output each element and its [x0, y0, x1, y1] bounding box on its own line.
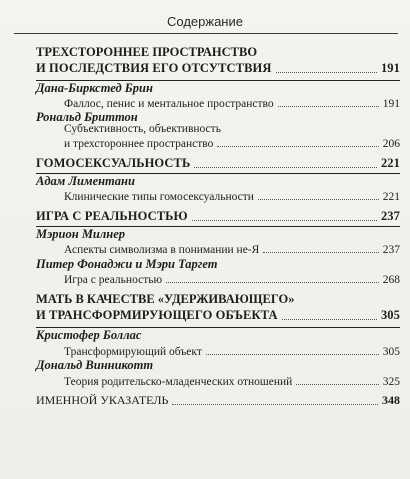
- part-title: ГОМОСЕКСУАЛЬНОСТЬ: [36, 156, 191, 170]
- part-title: [36, 44, 257, 60]
- toc-row: [36, 60, 400, 76]
- toc-row: [64, 187, 400, 203]
- page-number: 325: [382, 376, 400, 388]
- dot-leader: [282, 319, 377, 320]
- author-name: Дональд Винникотт: [36, 358, 154, 372]
- author-name: Мэрион Милнер: [36, 227, 126, 241]
- toc-row: [36, 155, 400, 171]
- toc-row: [36, 208, 400, 224]
- index-title: ИМЕННОЙ УКАЗАТЕЛЬ: [36, 393, 169, 407]
- dot-leader: [278, 106, 379, 107]
- entry-title: Трансформирующий объект: [64, 346, 202, 358]
- toc-row: [64, 240, 400, 256]
- page-number: 191: [382, 98, 400, 110]
- page-number: 268: [382, 274, 400, 286]
- toc-row: [64, 270, 400, 286]
- dot-leader: [263, 252, 378, 253]
- toc-row: [64, 342, 400, 358]
- dot-leader: [296, 384, 378, 385]
- dot-leader: [206, 354, 379, 355]
- toc-row: [64, 134, 400, 150]
- running-head: Содержание: [167, 14, 243, 29]
- part-title-line: И ТРАНСФОРМИРУЮЩЕГО ОБЪЕКТА: [36, 308, 278, 322]
- page-number: 206: [382, 138, 400, 150]
- entry-title: Клинические типы гомосексуальности: [64, 191, 254, 203]
- page-number: 191: [380, 61, 400, 75]
- dot-leader: [192, 220, 377, 221]
- page-number: 237: [382, 244, 400, 256]
- page-number: 305: [382, 346, 400, 358]
- dot-leader: [258, 199, 379, 200]
- entry-title: Теория родительско-младенческих отношений: [64, 376, 293, 388]
- part-title-line: МАТЬ В КАЧЕСТВЕ «УДЕРЖИВАЮЩЕГО»: [36, 292, 295, 306]
- author-name: Дана-Биркстед Брин: [36, 81, 153, 95]
- author-name: Кристофер Боллас: [36, 328, 142, 342]
- toc-row: [64, 372, 400, 388]
- dot-leader: [194, 167, 377, 168]
- dot-leader: [217, 146, 378, 147]
- part-title-line: И ПОСЛЕДСТВИЯ ЕГО ОТСУТСТВИЯ: [36, 61, 272, 75]
- page-number: 305: [380, 308, 400, 322]
- part-title-line: ТРЕХСТОРОННЕЕ ПРОСТРАНСТВО: [36, 45, 258, 59]
- page-number: 221: [380, 156, 400, 170]
- dot-leader: [172, 404, 378, 405]
- entry-title: Аспекты символизма в понимании не-Я: [64, 244, 260, 256]
- toc-row: [36, 307, 400, 323]
- page-number: 348: [382, 393, 400, 407]
- author-name: Адам Лиментани: [36, 174, 135, 188]
- dot-leader: [276, 72, 377, 73]
- author-name: Питер Фонаджи и Мэри Таргет: [36, 257, 218, 271]
- toc-row: [64, 94, 400, 110]
- author-name: Рональд Бриттон: [36, 110, 138, 124]
- dot-leader: [166, 282, 379, 283]
- part-title: [36, 291, 295, 307]
- entry-title: Субъективность, объективность: [64, 123, 221, 135]
- toc-row: [36, 392, 400, 408]
- entry-title-line: и трехстороннее пространство: [64, 138, 214, 150]
- page-number: 221: [382, 191, 400, 203]
- entry-title: Фаллос, пенис и ментальное пространство: [64, 98, 274, 110]
- page-number: 237: [380, 209, 400, 223]
- part-title: ИГРА С РЕАЛЬНОСТЬЮ: [36, 209, 188, 223]
- entry-title: Игра с реальностью: [64, 274, 163, 286]
